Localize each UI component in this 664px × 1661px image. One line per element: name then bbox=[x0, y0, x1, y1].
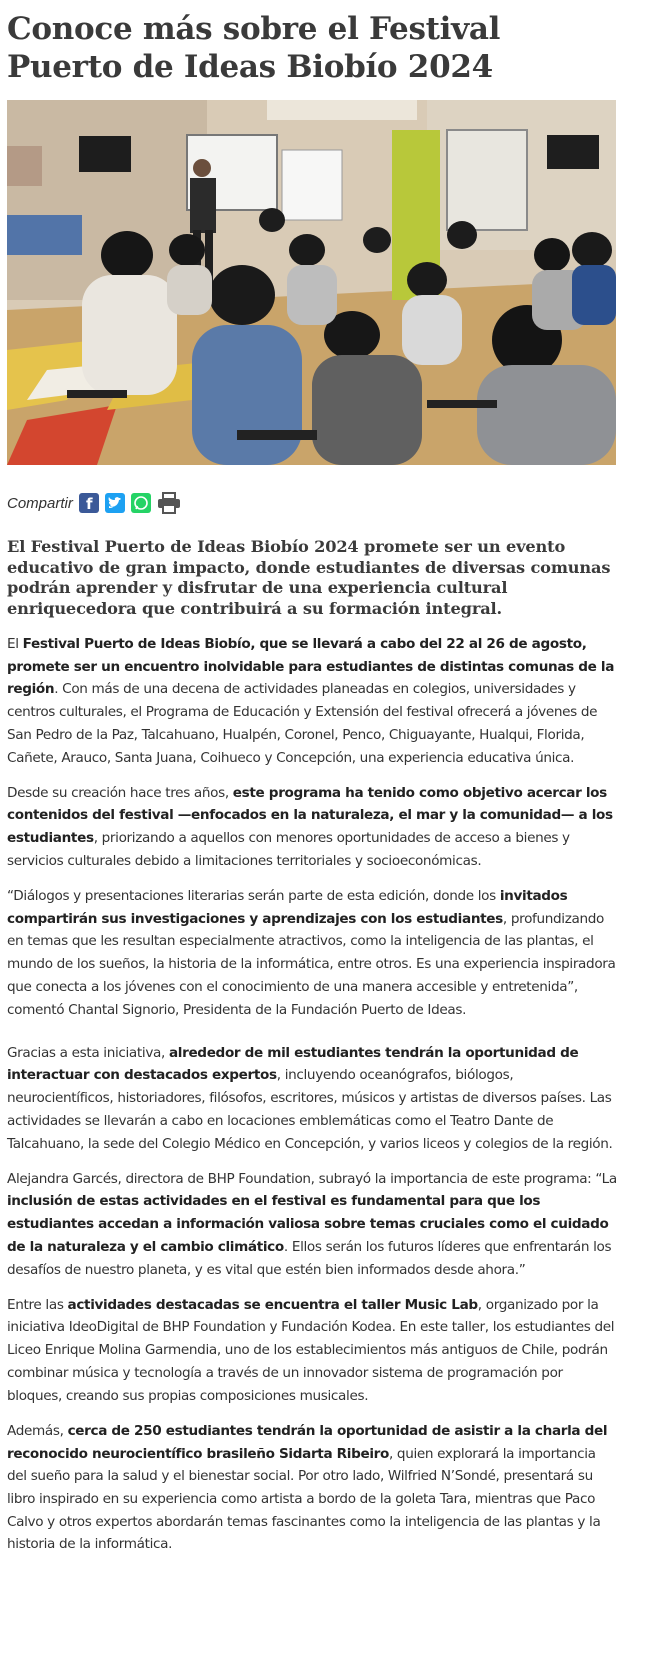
classroom-photo bbox=[7, 100, 616, 465]
text-run: . Ellos serán los futuros líderes que enfrentarán los desafíos de nuestro planeta, y es vital que estén bien informados desde ahora.” bbox=[7, 1238, 612, 1278]
bold-text: actividades destacadas se encuentra el taller Music Lab bbox=[67, 1296, 478, 1313]
share-label: Compartir bbox=[7, 494, 73, 512]
text-run: Alejandra Garcés, directora de BHP Foundation, subrayó la importancia de este programa: “La bbox=[7, 1170, 617, 1187]
bold-text: invitados compartirán sus investigaciones y aprendizajes con los estudiantes bbox=[7, 888, 568, 927]
text-run: , incluyendo oceanógrafos, biólogos, neurocientíficos, historiadores, filósofos, escritores, músicos y artistas de diversos países. Las actividades se llevarán a cabo en locaciones emblemáticas como el Teatro Dante de Talcahuano, la sede del Colegio Médico en Concepción, y varios liceos y colegios de la región. bbox=[7, 1067, 613, 1152]
article-hero-image bbox=[7, 100, 616, 465]
bold-text: inclusión de estas actividades en el festival es fundamental para que los estudiantes accedan a información valiosa sobre temas cruciales como el cuidado de la naturaleza y el cambio climático bbox=[7, 1193, 609, 1255]
bold-text: cerca de 250 estudiantes tendrán la oportunidad de asistir a la charla del reconocido neurocientífico brasileño Sidarta Ribeiro bbox=[7, 1422, 608, 1462]
spacer bbox=[7, 1034, 617, 1042]
bold-text: Festival Puerto de Ideas Biobío, que se llevará a cabo del 22 al 26 de agosto, promete ser un encuentro inolvidable para estudiantes de distintas comunas de la región bbox=[7, 636, 615, 698]
svg-text:f: f bbox=[85, 495, 93, 513]
bold-text: alrededor de mil estudiantes tendrán la oportunidad de interactuar con destacados expertos bbox=[7, 1044, 579, 1084]
twitter-icon[interactable] bbox=[105, 493, 125, 513]
article bbox=[7, 0, 617, 1553]
paragraph-5 bbox=[7, 1168, 617, 1282]
print-icon[interactable] bbox=[157, 492, 181, 514]
text-run: El bbox=[7, 636, 23, 652]
paragraph-6 bbox=[7, 1294, 617, 1408]
article-title: Conoce más sobre el Festival Puerto de Ideas Biobío 2024 bbox=[7, 11, 501, 85]
paragraph-7 bbox=[7, 1420, 617, 1556]
bold-text: este programa ha tenido como objetivo acercar los contenidos del festival —enfocados en la naturaleza, el mar y la comunidad— a los estudiantes bbox=[7, 784, 613, 847]
paragraph-1 bbox=[7, 633, 617, 769]
text-run: Desde su creación hace tres años, bbox=[7, 784, 233, 801]
text-run: , quien explorará la importancia del sueño para la salud y el bienestar social. Por otro lado, Wilfried N’Sondé, presentará su libro inspirado en su experiencia como artista a bordo de la goleta Tara, mientras que Paco Calvo y otros expertos abordarán temas fascinantes como la inteligencia de las plantas y la historia de la informática. bbox=[7, 1445, 601, 1553]
text-run: . Con más de una decena de actividades planeadas en colegios, universidades y centros culturales, el Programa de Educación y Extensión del festival ofrecerá a jóvenes de San Pedro de la Paz, Talcahuano, Hualpén, Coronel, Penco, Chiguayante, Hualqui, Florida, Cañete, Arauco, Santa Juana, Coihueco y Concepción, una experiencia educativa única. bbox=[7, 681, 598, 766]
article-body bbox=[7, 633, 617, 1569]
facebook-icon[interactable] bbox=[79, 493, 99, 513]
text-run: Gracias a esta iniciativa, bbox=[7, 1044, 169, 1061]
text-run: , priorizando a aquellos con menores oportunidades de acceso a bienes y servicios culturales debido a limitaciones territoriales y socioeconómicas. bbox=[7, 830, 570, 869]
share-bar bbox=[7, 491, 187, 515]
article-lead: El Festival Puerto de Ideas Biobío 2024 promete ser un evento educativo de gran impacto, donde estudiantes de diversas comunas podrán aprender y disfrutar de una experiencia cultural enriquecedora que contribuirá a su formación integral. bbox=[7, 537, 611, 618]
text-run: Además, bbox=[7, 1422, 68, 1439]
whatsapp-icon[interactable] bbox=[131, 493, 151, 513]
text-run: , organizado por la iniciativa IdeoDigital de BHP Foundation y Fundación Kodea. En este taller, los estudiantes del Liceo Enrique Molina Garmendia, uno de los establecimientos más antiguos de Chile, podrán combinar música y tecnología a través de un innovador sistema de programación por bloques, creando sus propias composiciones musicales. bbox=[7, 1296, 615, 1404]
text-run: , profundizando en temas que les resultan especialmente atractivos, como la inteligencia de las plantas, el mundo de los sueños, la historia de la informática, entre otros. Es una experiencia inspiradora que conecta a los jóvenes con el conocimiento de una manera accesible y entretenida”, comentó Chantal Signorio, Presidenta de la Fundación Puerto de Ideas. bbox=[7, 910, 616, 1018]
text-run: “Diálogos y presentaciones literarias serán parte de esta edición, donde los bbox=[7, 888, 500, 905]
paragraph-3 bbox=[7, 885, 617, 1021]
paragraph-2 bbox=[7, 782, 617, 873]
text-run: Entre las bbox=[7, 1296, 68, 1313]
paragraph-4 bbox=[7, 1042, 617, 1156]
